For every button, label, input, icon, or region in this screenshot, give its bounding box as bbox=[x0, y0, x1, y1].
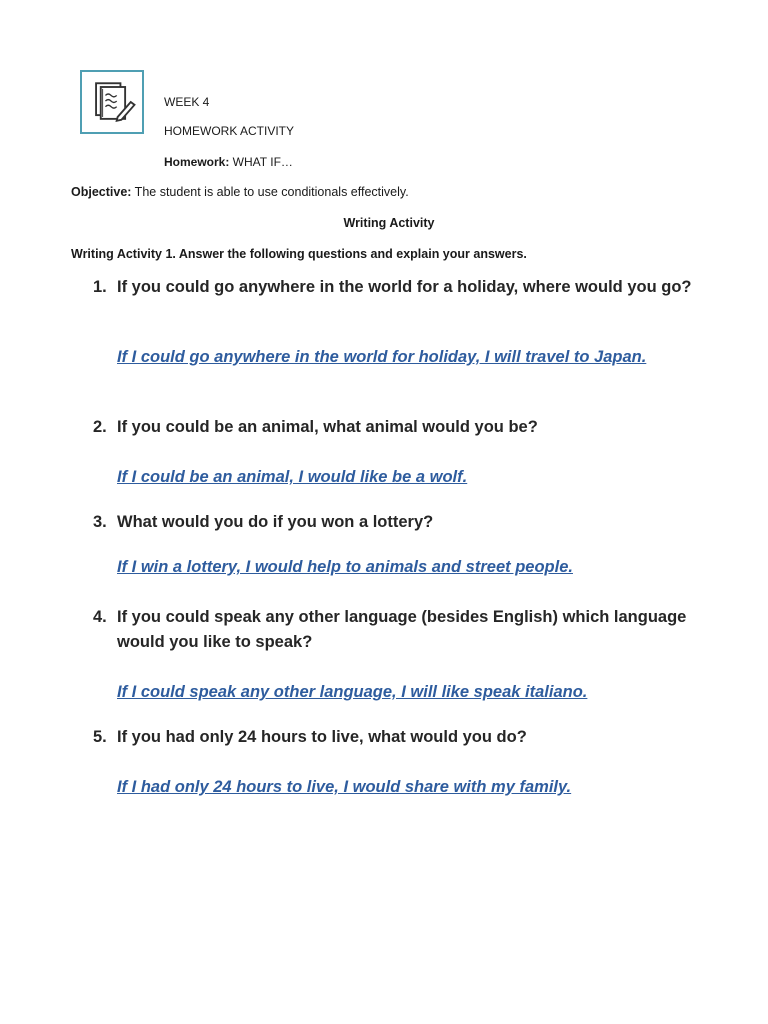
section-title: Writing Activity bbox=[343, 216, 435, 230]
homework-label: Homework: bbox=[164, 155, 230, 169]
homework-value: WHAT IF… bbox=[229, 155, 293, 169]
answer-text: If I had only 24 hours to live, I would share with my family. bbox=[117, 778, 572, 796]
answer-text: If I could go anywhere in the world for holiday, I will travel to Japan. bbox=[117, 348, 647, 366]
question-number: 5. bbox=[93, 728, 107, 746]
answer-text: If I win a lottery, I would help to animals and street people. bbox=[117, 558, 573, 576]
homework-activity-label: HOMEWORK ACTIVITY bbox=[164, 124, 295, 138]
homework-line bbox=[164, 154, 293, 170]
week-label: WEEK 4 bbox=[164, 95, 210, 109]
question-text: If you could go anywhere in the world for a holiday, where would you go? bbox=[117, 278, 692, 296]
answer-text: If I could speak any other language, I will like speak italiano. bbox=[117, 683, 588, 701]
notebook-pen-icon bbox=[80, 70, 144, 134]
question-number: 2. bbox=[93, 418, 107, 436]
instruction-text: Writing Activity 1. Answer the following questions and explain your answers. bbox=[71, 247, 527, 261]
objective-label: Objective: bbox=[71, 185, 132, 199]
question-text: If you could speak any other language (besides English) which language would you like to speak? bbox=[117, 608, 687, 651]
question-number: 3. bbox=[93, 513, 107, 531]
answer-text: If I could be an animal, I would like be a wolf. bbox=[117, 468, 468, 486]
question-text: If you could be an animal, what animal would you be? bbox=[117, 418, 538, 436]
objective-text: The student is able to use conditionals effectively. bbox=[131, 185, 409, 199]
objective-line bbox=[71, 184, 409, 200]
notebook-pen-icon-graphic bbox=[82, 72, 142, 132]
question-text: If you had only 24 hours to live, what would you do? bbox=[117, 728, 527, 746]
question-number: 4. bbox=[93, 608, 107, 626]
question-number: 1. bbox=[93, 278, 107, 296]
question-text: What would you do if you won a lottery? bbox=[117, 513, 434, 531]
